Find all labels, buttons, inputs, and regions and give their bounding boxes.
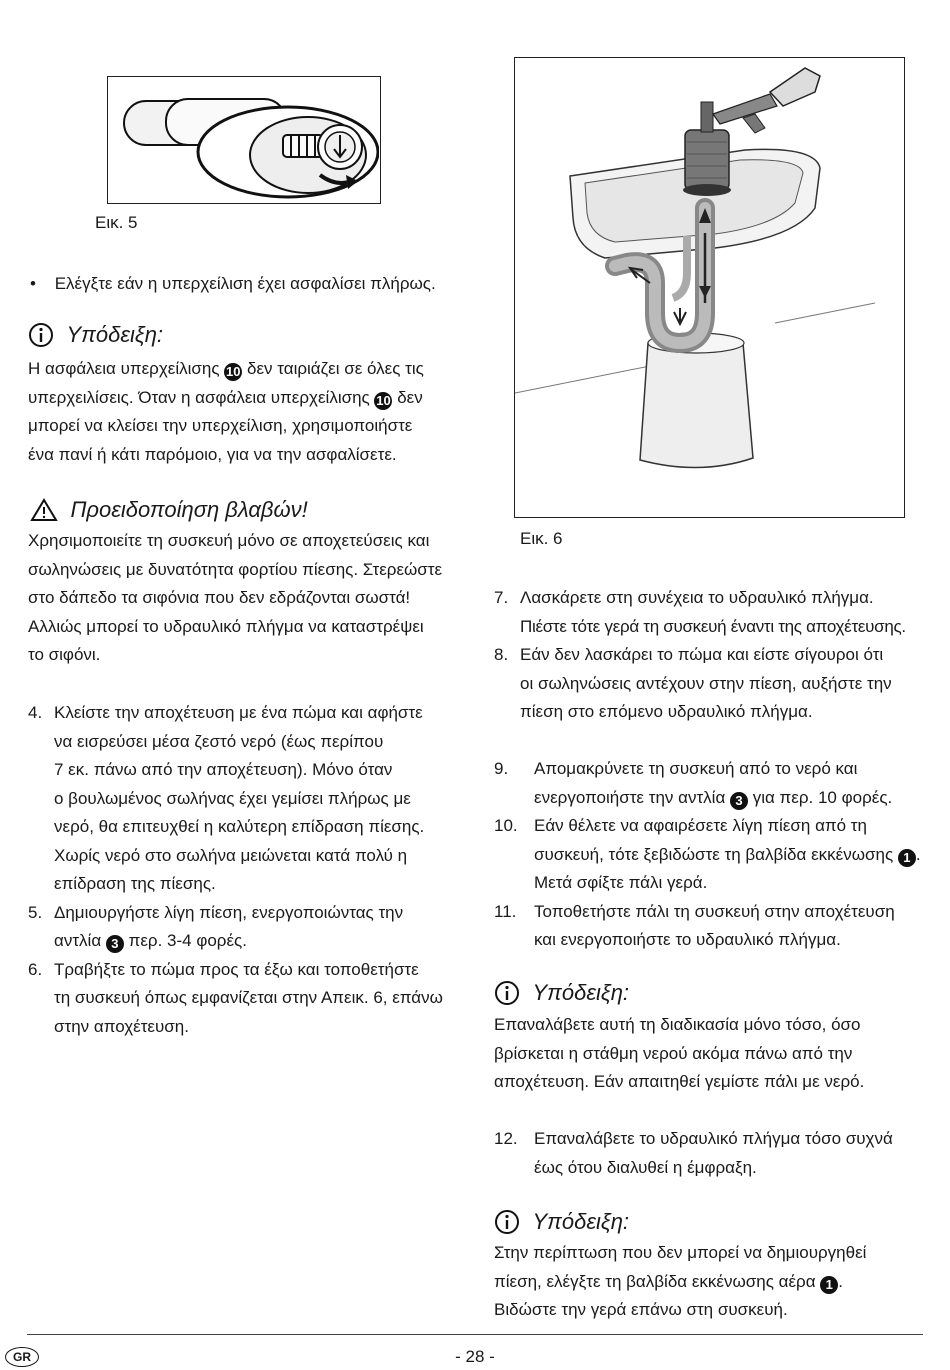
text: συσκευή, τότε ξεβιδώστε τη βαλβίδα εκκένωσης xyxy=(534,844,898,864)
text: Επαναλάβετε το υδραυλικό πλήγμα τόσο συχνά xyxy=(534,1129,893,1148)
text: Εάν θέλετε να αφαιρέσετε λίγη πίεση από τη xyxy=(534,816,867,835)
hint-body-2 xyxy=(494,1011,934,1097)
text: πίεση στο επόμενο υδραυλικό πλήγμα. xyxy=(520,702,813,721)
step-9 xyxy=(494,755,934,812)
text: μπορεί να κλείσει την υπερχείλιση, χρησιμοποιήστε xyxy=(28,416,413,435)
overflow-stopper-illustration xyxy=(108,77,379,202)
text: υπερχειλίσεις. Όταν η ασφάλεια υπερχείλισης xyxy=(28,387,375,407)
text: αντλία xyxy=(54,931,106,950)
info-icon xyxy=(494,1209,520,1240)
text: τη συσκευή όπως εμφανίζεται στην Απεικ. 6, επάνω xyxy=(54,988,443,1007)
language-badge: GR xyxy=(5,1347,39,1367)
figure-5 xyxy=(107,76,381,204)
step-list-right xyxy=(494,584,934,727)
sink-drain-illustration xyxy=(515,58,903,516)
text: . xyxy=(915,844,921,864)
text: επίδραση της πίεσης. xyxy=(54,874,216,893)
text: βρίσκεται η στάθμη νερού ακόμα πάνω από την xyxy=(494,1043,853,1063)
text: Μετά σφίξτε πάλι γερά. xyxy=(534,873,708,892)
step-8 xyxy=(494,641,934,727)
footer-divider xyxy=(27,1334,923,1335)
text: Χωρίς νερό στο σωλήνα μειώνεται κατά πολύ η xyxy=(54,845,408,865)
hint-body-3 xyxy=(494,1239,934,1325)
text: Αλλιώς μπορεί το υδραυλικό πλήγμα να καταστρέψει xyxy=(28,616,424,636)
step-number: 11. xyxy=(494,901,517,921)
step-number: 7. xyxy=(494,588,509,607)
text: και ενεργοποιήστε το υδραυλικό πλήγμα. xyxy=(534,930,841,949)
step-number: 12. xyxy=(494,1129,518,1148)
text: έως ότου διαλυθεί η έμφραξη. xyxy=(534,1157,757,1177)
text: αποχέτευση. Εάν απαιτηθεί γεμίστε πάλι με νερό. xyxy=(494,1072,865,1091)
text: δεν ταιριάζει σε όλες τις xyxy=(242,359,424,378)
step-6 xyxy=(28,956,473,1042)
ref-badge: 1 xyxy=(898,849,916,867)
warning-title: Προειδοποίηση βλαβών! xyxy=(70,497,308,522)
step-11 xyxy=(494,898,934,955)
step-4 xyxy=(28,699,473,899)
bullet-text: Ελέγξτε εάν η υπερχείλιση έχει ασφαλίσει πλήρως. xyxy=(54,274,436,293)
text: οι σωληνώσεις αντέχουν στην πίεση, αυξήστε την xyxy=(520,673,892,693)
page-number: - 28 - xyxy=(455,1347,495,1366)
text: . xyxy=(838,1271,843,1291)
ref-badge: 1 xyxy=(820,1276,838,1294)
step-10 xyxy=(494,812,934,898)
step-5 xyxy=(28,899,473,956)
text: Λασκάρετε στη συνέχεια το υδραυλικό πλήγμα. xyxy=(520,588,874,607)
text: Στην περίπτωση που δεν μπορεί να δημιουργηθεί xyxy=(494,1243,867,1262)
step-7 xyxy=(494,584,934,641)
step-list-right-2 xyxy=(494,755,934,955)
step-number: 6. xyxy=(28,959,43,979)
text: Απομακρύνετε τη συσκευή από το νερό και xyxy=(534,759,858,778)
text: 7 εκ. πάνω από την αποχέτευση). Μόνο όταν xyxy=(54,760,393,779)
text: Πιέστε τότε γερά τη συσκευή έναντι της αποχέτευσης. xyxy=(520,616,906,636)
warning-heading xyxy=(30,495,308,527)
figure-6-caption: Εικ. 6 xyxy=(520,529,563,548)
step-number: 9. xyxy=(494,759,509,778)
text: ένα πανί ή κάτι παρόμοιο, για να την ασφαλίσετε. xyxy=(28,444,397,464)
text: σωληνώσεις με δυνατότητα φορτίου πίεσης. Στερεώστε xyxy=(28,559,443,579)
hint-heading-2 xyxy=(494,978,629,1011)
text: ο βουλωμένος σωλήνας έχει γεμίσει πλήρως με xyxy=(54,788,411,808)
ref-badge: 3 xyxy=(106,935,124,953)
text: Χρησιμοποιείτε τη συσκευή μόνο σε αποχετεύσεις και xyxy=(28,531,430,550)
hint-heading-3 xyxy=(494,1207,629,1240)
figure-5-caption: Εικ. 5 xyxy=(95,213,138,232)
text: στο δάπεδο τα σιφόνια που δεν εδράζονται σωστά! xyxy=(28,588,411,607)
bullet-dot: • xyxy=(30,274,36,293)
warning-triangle-icon xyxy=(30,498,58,527)
hint-body-1 xyxy=(28,355,468,469)
text: για περ. 10 φορές. xyxy=(748,787,893,807)
text: δεν xyxy=(392,387,423,407)
hint-heading-1 xyxy=(28,320,163,353)
text: Εάν δεν λασκάρει το πώμα και είστε σίγουροι ότι xyxy=(520,645,884,664)
text: Βιδώστε την γερά επάνω στη συσκευή. xyxy=(494,1300,788,1319)
step-list-left xyxy=(28,699,473,1041)
hint-title: Υπόδειξη: xyxy=(532,1209,630,1234)
figure-6 xyxy=(514,57,905,518)
hint-title: Υπόδειξη: xyxy=(66,322,164,347)
step-number: 5. xyxy=(28,902,43,922)
text: στην αποχέτευση. xyxy=(54,1016,189,1036)
ref-badge: 10 xyxy=(376,392,391,408)
text: περ. 3-4 φορές. xyxy=(123,931,247,950)
step-number: 10. xyxy=(494,816,518,835)
text: Επαναλάβετε αυτή τη διαδικασία μόνο τόσο, όσο xyxy=(494,1015,861,1034)
ref-badge: 10 xyxy=(226,364,241,379)
text: πίεση, ελέγξτε τη βαλβίδα εκκένωσης αέρα xyxy=(494,1271,821,1291)
text: Δημιουργήστε λίγη πίεση, ενεργοποιώντας την xyxy=(54,902,404,922)
text: Η ασφάλεια υπερχείλισης xyxy=(28,359,225,378)
step-number: 4. xyxy=(28,703,43,722)
ref-badge: 3 xyxy=(730,792,748,810)
step-number: 8. xyxy=(494,645,509,664)
warning-body xyxy=(28,527,478,670)
text: το σιφόνι. xyxy=(28,645,101,664)
info-icon xyxy=(494,980,520,1011)
text: ενεργοποιήστε την αντλία xyxy=(534,787,730,807)
text: νερό, θα επιτευχθεί η καλύτερη επίδραση πίεσης. xyxy=(54,817,425,836)
info-icon xyxy=(28,322,54,353)
hint-title: Υπόδειξη: xyxy=(532,980,630,1005)
bullet-item xyxy=(30,270,436,299)
text: Τοποθετήστε πάλι τη συσκευή στην αποχέτευση xyxy=(534,901,895,921)
step-12 xyxy=(494,1125,934,1182)
text: Τραβήξτε το πώμα προς τα έξω και τοποθετήστε xyxy=(54,959,419,979)
text: Κλείστε την αποχέτευση με ένα πώμα και αφήστε xyxy=(54,703,423,722)
text: να εισρεύσει μέσα ζεστό νερό (έως περίπου xyxy=(54,731,384,751)
